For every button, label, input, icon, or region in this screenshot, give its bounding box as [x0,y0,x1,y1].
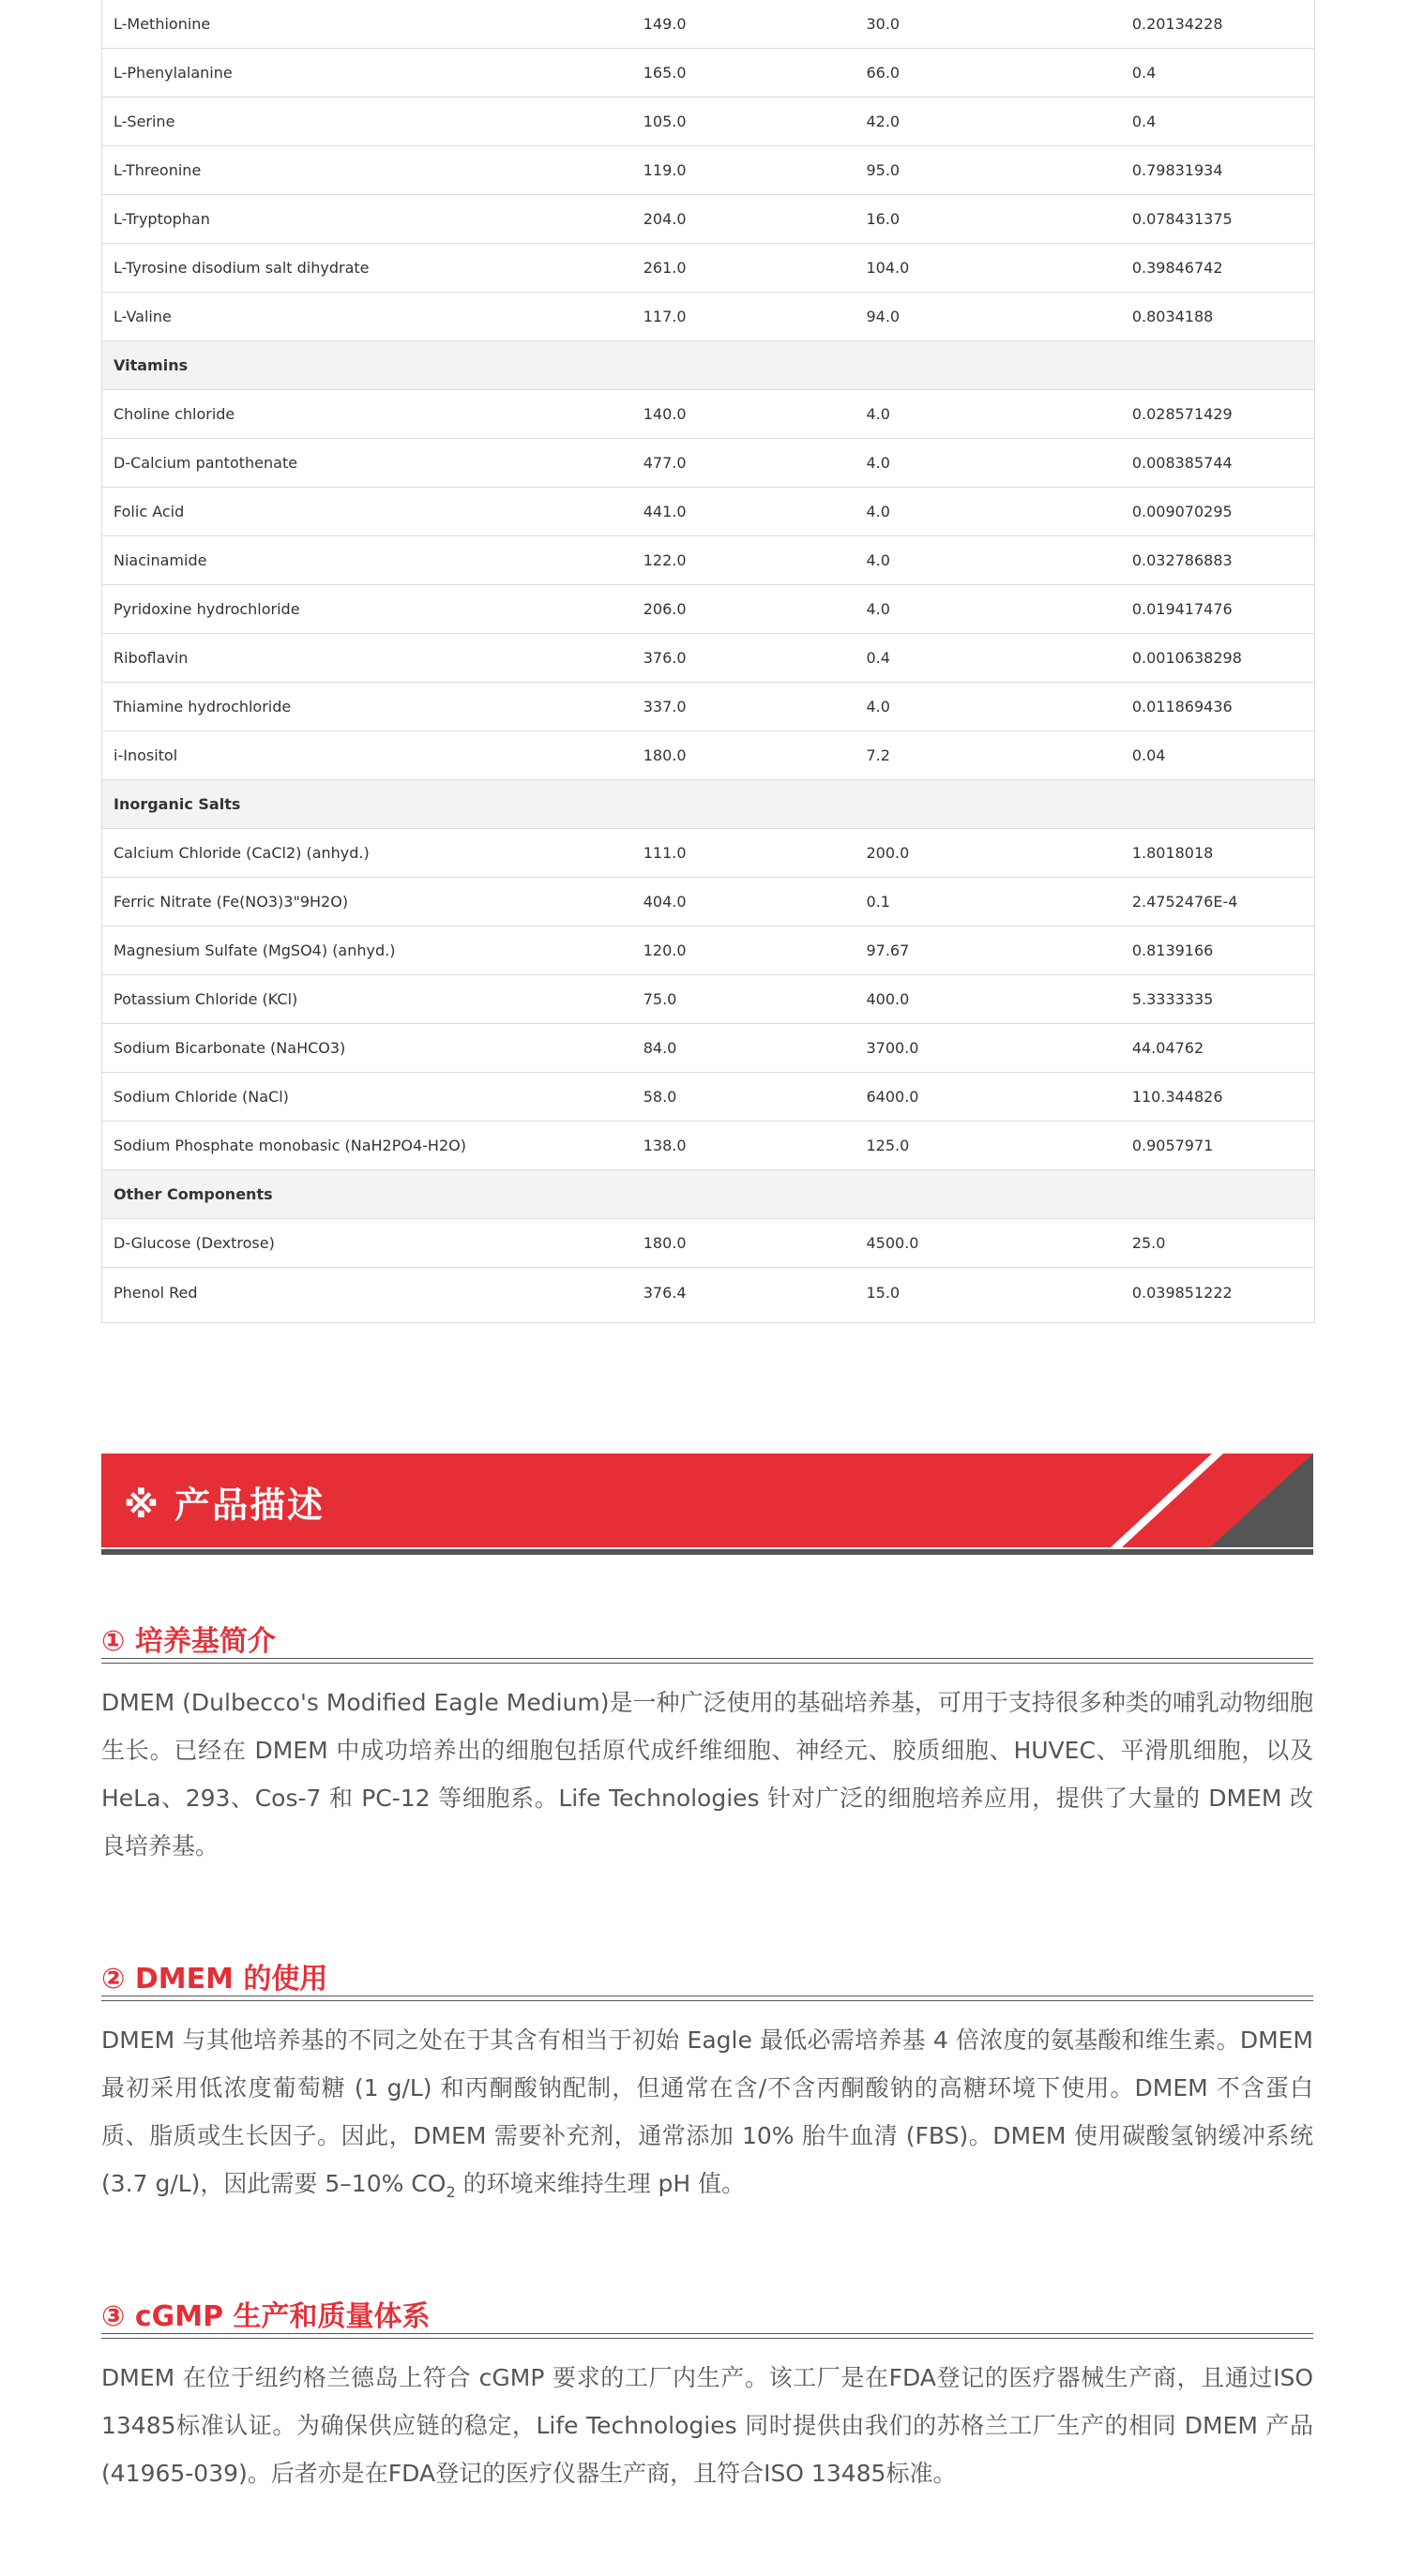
category-label: Other Components [114,1185,273,1203]
concentration: 16.0 [866,210,901,228]
table-row [102,926,1314,975]
millimolar: 0.39846742 [1131,259,1223,277]
molecular-weight: 117.0 [643,308,687,325]
molecular-weight: 165.0 [643,64,687,82]
concentration: 4.0 [866,454,890,472]
component-name: Potassium Chloride (KCl) [114,990,298,1008]
section-rule [101,1996,1313,2001]
concentration: 3700.0 [866,1039,919,1057]
category-label: Vitamins [114,356,189,374]
component-name: Sodium Chloride (NaCl) [114,1088,289,1106]
millimolar: 0.0010638298 [1131,649,1242,667]
table-row [102,975,1314,1024]
millimolar: 2.4752476E-4 [1131,893,1238,911]
concentration: 7.2 [866,746,890,764]
molecular-weight: 140.0 [643,405,687,423]
component-name: Magnesium Sulfate (MgSO4) (anhyd.) [114,942,396,959]
millimolar: 0.032786883 [1131,551,1233,569]
concentration: 97.67 [866,942,910,959]
component-name: Phenol Red [114,1283,198,1302]
molecular-weight: 84.0 [643,1039,677,1057]
component-name: Choline chloride [114,405,235,423]
concentration: 6400.0 [866,1088,919,1106]
concentration: 4.0 [866,600,890,618]
millimolar: 0.79831934 [1131,161,1223,179]
component-name: L-Valine [114,308,172,325]
millimolar: 5.3333335 [1131,990,1214,1008]
banner-title: ※ 产品描述 [124,1484,326,1526]
millimolar: 0.9057971 [1131,1137,1214,1154]
component-name: L-Tyrosine disodium salt dihydrate [114,259,370,277]
molecular-weight: 120.0 [643,942,687,959]
component-name: i-Inositol [114,746,178,764]
table-row [102,585,1314,634]
molecular-weight: 75.0 [643,990,677,1008]
molecular-weight: 138.0 [643,1137,687,1154]
molecular-weight: 376.4 [643,1283,687,1302]
millimolar: 0.011869436 [1131,698,1233,716]
molecular-weight: 105.0 [643,113,687,130]
section-title-usage: ② DMEM 的使用 [101,1963,328,1996]
millimolar: 0.028571429 [1131,405,1233,423]
molecular-weight: 404.0 [643,893,687,911]
concentration: 125.0 [866,1137,910,1154]
molecular-weight: 111.0 [643,844,687,862]
component-name: Calcium Chloride (CaCl2) (anhyd.) [114,844,370,862]
molecular-weight: 477.0 [643,454,687,472]
table-row [102,244,1314,293]
component-name: L-Tryptophan [114,210,210,228]
component-name: D-Calcium pantothenate [114,454,298,472]
product-description-banner [101,1454,1313,1557]
section-title-cgmp: ③ cGMP 生产和质量体系 [101,2300,431,2333]
category-row [102,1170,1314,1219]
concentration: 66.0 [866,64,901,82]
component-name: D-Glucose (Dextrose) [114,1234,275,1252]
co2-subscript: 2 [446,2183,456,2201]
category-row [102,341,1314,390]
table-row [102,49,1314,98]
component-name: Ferric Nitrate (Fe(NO3)3"9H2O) [114,893,349,911]
table-row [102,1219,1314,1268]
millimolar: 25.0 [1131,1234,1166,1252]
section-body-cgmp: DMEM 在位于纽约格兰德岛上符合 cGMP 要求的工厂内生产。该工厂是在FDA登记的医疗器械生产商，且通过ISO 13485标准认证。为确保供应链的稳定，Life Technologies 同时提供由我们的苏格兰工厂生产的相同 DMEM 产品 (41965-039)。后者亦是在FDA登记的医疗仪器生产商，且符合ISO 13485标准。 [101,2364,1313,2487]
molecular-weight: 58.0 [643,1088,677,1106]
millimolar: 0.8034188 [1131,308,1214,325]
molecular-weight: 261.0 [643,259,687,277]
millimolar: 0.078431375 [1131,210,1233,228]
concentration: 0.4 [866,649,890,667]
component-name: L-Methionine [114,15,211,33]
concentration: 104.0 [866,259,910,277]
component-name: Sodium Bicarbonate (NaHCO3) [114,1039,346,1057]
section-rule [101,2333,1313,2339]
millimolar: 0.039851222 [1131,1283,1233,1302]
component-name: Thiamine hydrochloride [114,698,292,716]
molecular-weight: 441.0 [643,503,687,520]
concentration: 4.0 [866,503,890,520]
table-row [102,878,1314,926]
concentration: 4500.0 [866,1234,919,1252]
table-row [102,195,1314,244]
banner-underline [101,1549,1313,1555]
table-row [102,439,1314,488]
millimolar: 0.008385744 [1131,454,1233,472]
component-name: Sodium Phosphate monobasic (NaH2PO4-H2O) [114,1137,466,1154]
millimolar: 0.019417476 [1131,600,1233,618]
category-label: Inorganic Salts [114,795,241,813]
table-row [102,536,1314,585]
table-row [102,829,1314,878]
section-body-usage [101,2016,1313,2216]
table-row [102,731,1314,780]
concentration: 0.1 [866,893,890,911]
table-row [102,1268,1314,1317]
concentration: 95.0 [866,161,901,179]
molecular-weight: 119.0 [643,161,687,179]
concentration: 30.0 [866,15,901,33]
molecular-weight: 337.0 [643,698,687,716]
concentration: 94.0 [866,308,901,325]
millimolar: 0.20134228 [1131,15,1223,33]
usage-tail: 的环境来维持生理 pH 值。 [455,2170,746,2197]
millimolar: 0.009070295 [1131,503,1233,520]
component-name: Pyridoxine hydrochloride [114,600,300,618]
concentration: 15.0 [866,1283,901,1302]
components-table [101,0,1315,1323]
table-row [102,1122,1314,1170]
concentration: 4.0 [866,698,890,716]
millimolar: 0.8139166 [1131,942,1214,959]
concentration: 400.0 [866,990,910,1008]
table-row [102,1024,1314,1073]
table-row [102,98,1314,146]
table-row [102,634,1314,683]
molecular-weight: 204.0 [643,210,687,228]
molecular-weight: 376.0 [643,649,687,667]
concentration: 200.0 [866,844,910,862]
section-body-intro: DMEM (Dulbecco's Modified Eagle Medium)是一种广泛使用的基础培养基，可用于支持很多种类的哺乳动物细胞生长。已经在 DMEM 中成功培养出的细胞包括原代成纤维细胞、神经元、胶质细胞、HUVEC、平滑肌细胞，以及 HeLa、293、Cos-7 和 PC-12 等细胞系。Life Technologies 针对广泛的细胞培养应用，提供了大量的 DMEM 改良培养基。 [101,1689,1313,1860]
component-name: Riboflavin [114,649,189,667]
molecular-weight: 180.0 [643,1234,687,1252]
molecular-weight: 122.0 [643,551,687,569]
millimolar: 0.4 [1131,113,1157,130]
table-row [102,488,1314,536]
concentration: 4.0 [866,551,890,569]
molecular-weight: 206.0 [643,600,687,618]
table-row [102,0,1314,49]
section-title-intro: ① 培养基简介 [101,1625,276,1658]
section-rule [101,1658,1313,1664]
component-name: Folic Acid [114,503,185,520]
table-row [102,390,1314,439]
component-name: L-Phenylalanine [114,64,233,82]
millimolar: 110.344826 [1131,1088,1223,1106]
millimolar: 0.04 [1131,746,1166,764]
table-row [102,293,1314,341]
millimolar: 1.8018018 [1131,844,1214,862]
concentration: 42.0 [866,113,901,130]
millimolar: 44.04762 [1131,1039,1204,1057]
usage-text: DMEM 与其他培养基的不同之处在于其含有相当于初始 Eagle 最低必需培养基 4 倍浓度的氨基酸和维生素。DMEM 最初采用低浓度葡萄糖 (1 g/L) 和丙酮酸钠配制，但通常在含/不含丙酮酸钠的高糖环境下使用。DMEM 不含蛋白质、脂质或生长因子。因此，DMEM 需要补充剂，通常添加 10% 胎牛血清 (FBS)。DMEM 使用碳酸氢钠缓冲系统 (3.7 g/L)，因此需要 5–10% CO [101,2026,1313,2197]
table-row [102,683,1314,731]
molecular-weight: 180.0 [643,746,687,764]
table-row [102,146,1314,195]
millimolar: 0.4 [1131,64,1157,82]
component-name: L-Serine [114,113,175,130]
table-row [102,1073,1314,1122]
category-row [102,780,1314,829]
molecular-weight: 149.0 [643,15,687,33]
component-name: L-Threonine [114,161,202,179]
component-name: Niacinamide [114,551,207,569]
concentration: 4.0 [866,405,890,423]
